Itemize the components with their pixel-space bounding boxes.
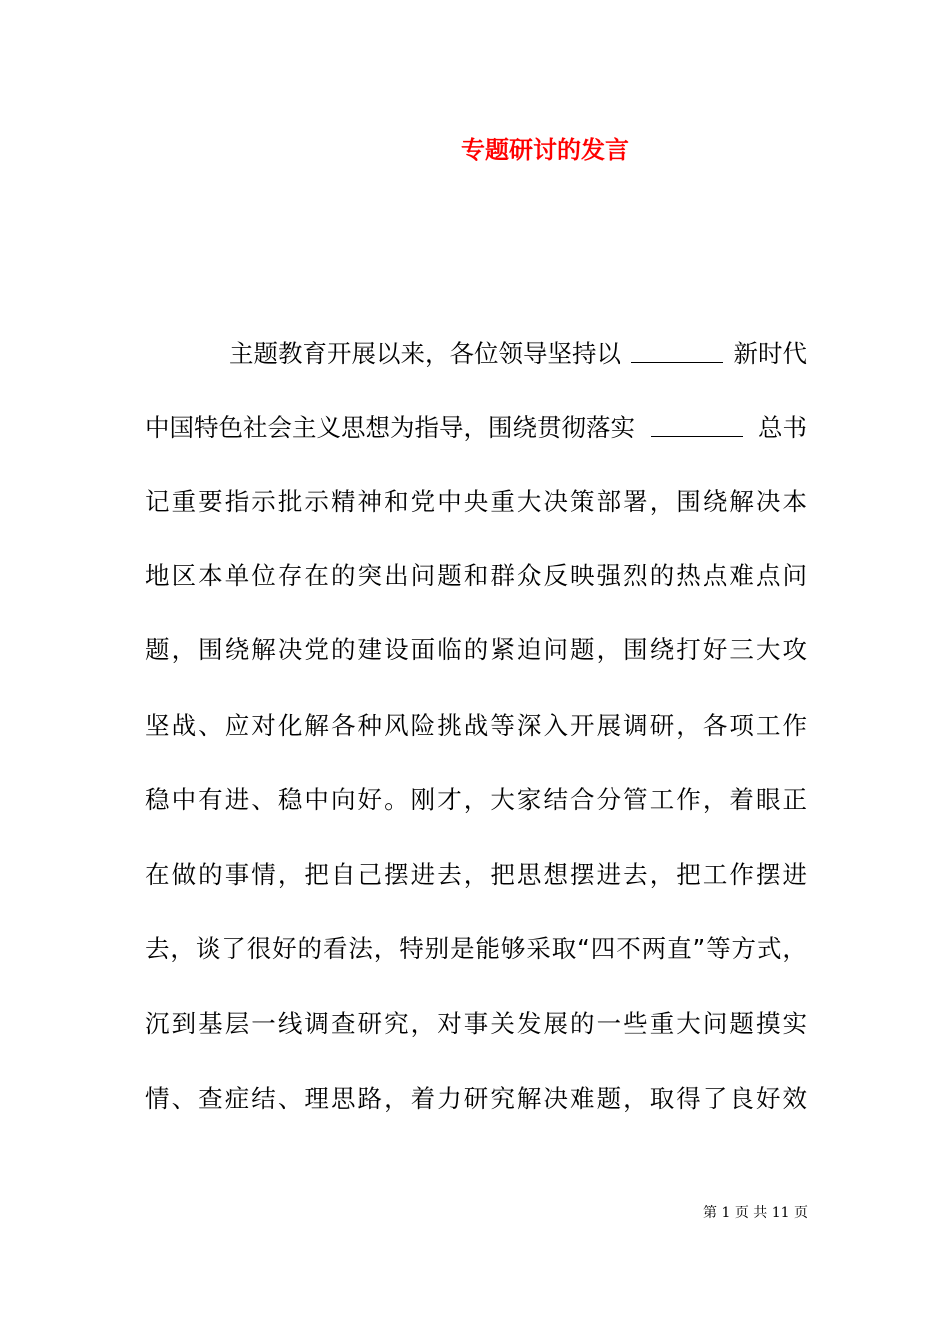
- fill-in-blank: [651, 408, 743, 437]
- line-text: 总书: [758, 413, 807, 442]
- page-number: 第 1 页 共 11 页: [703, 1205, 808, 1221]
- paragraph-line: 记 重 要 指 示 批 示 精 神 和 党 中 央 重 大 决 策 部 署 ， 围 绕 解 决 本: [145, 487, 807, 516]
- fill-in-blank: [631, 334, 723, 363]
- paragraph-line: [145, 408, 807, 448]
- paragraph-line: 去 ， 谈 了 很 好 的 看 法 ， 特 别 是 能 够 采 取 “ 四 不 两 直 ” 等 方 式 ，: [145, 934, 807, 963]
- line-text: 新时代: [733, 339, 807, 368]
- paragraph-line: 坚 战 、 应 对 化 解 各 种 风 险 挑 战 等 深 入 开 展 调 研 ， 各 项 工 作: [145, 711, 807, 740]
- paragraph-line: 题 ， 围 绕 解 决 党 的 建 设 面 临 的 紧 迫 问 题 ， 围 绕 打 好 三 大 攻: [145, 635, 807, 664]
- document-title: 专题研讨的发言: [461, 135, 629, 164]
- paragraph-line: 沉 到 基 层 一 线 调 查 研 究 ， 对 事 关 发 展 的 一 些 重 大 问 题 摸 实: [145, 1009, 807, 1038]
- line-text: 中国特色社会主义思想为指导，围绕贯彻落实: [145, 413, 635, 442]
- paragraph-line: 在 做 的 事 情 ， 把 自 己 摆 进 去 ， 把 思 想 摆 进 去 ， 把 工 作 摆 进: [145, 860, 807, 889]
- paragraph-line: [229, 334, 807, 374]
- paragraph-line: 地 区 本 单 位 存 在 的 突 出 问 题 和 群 众 反 映 强 烈 的 热 点 难 点 问: [145, 561, 807, 590]
- paragraph-line: 情 、 查 症 结 、 理 思 路 ， 着 力 研 究 解 决 难 题 ， 取 得 了 良 好 效: [145, 1084, 807, 1113]
- paragraph-line: 稳 中 有 进 、 稳 中 向 好 。 刚 才 ， 大 家 结 合 分 管 工 作 ， 着 眼 正: [145, 785, 807, 814]
- line-text: 主题教育开展以来，各位领导坚持以: [229, 339, 621, 368]
